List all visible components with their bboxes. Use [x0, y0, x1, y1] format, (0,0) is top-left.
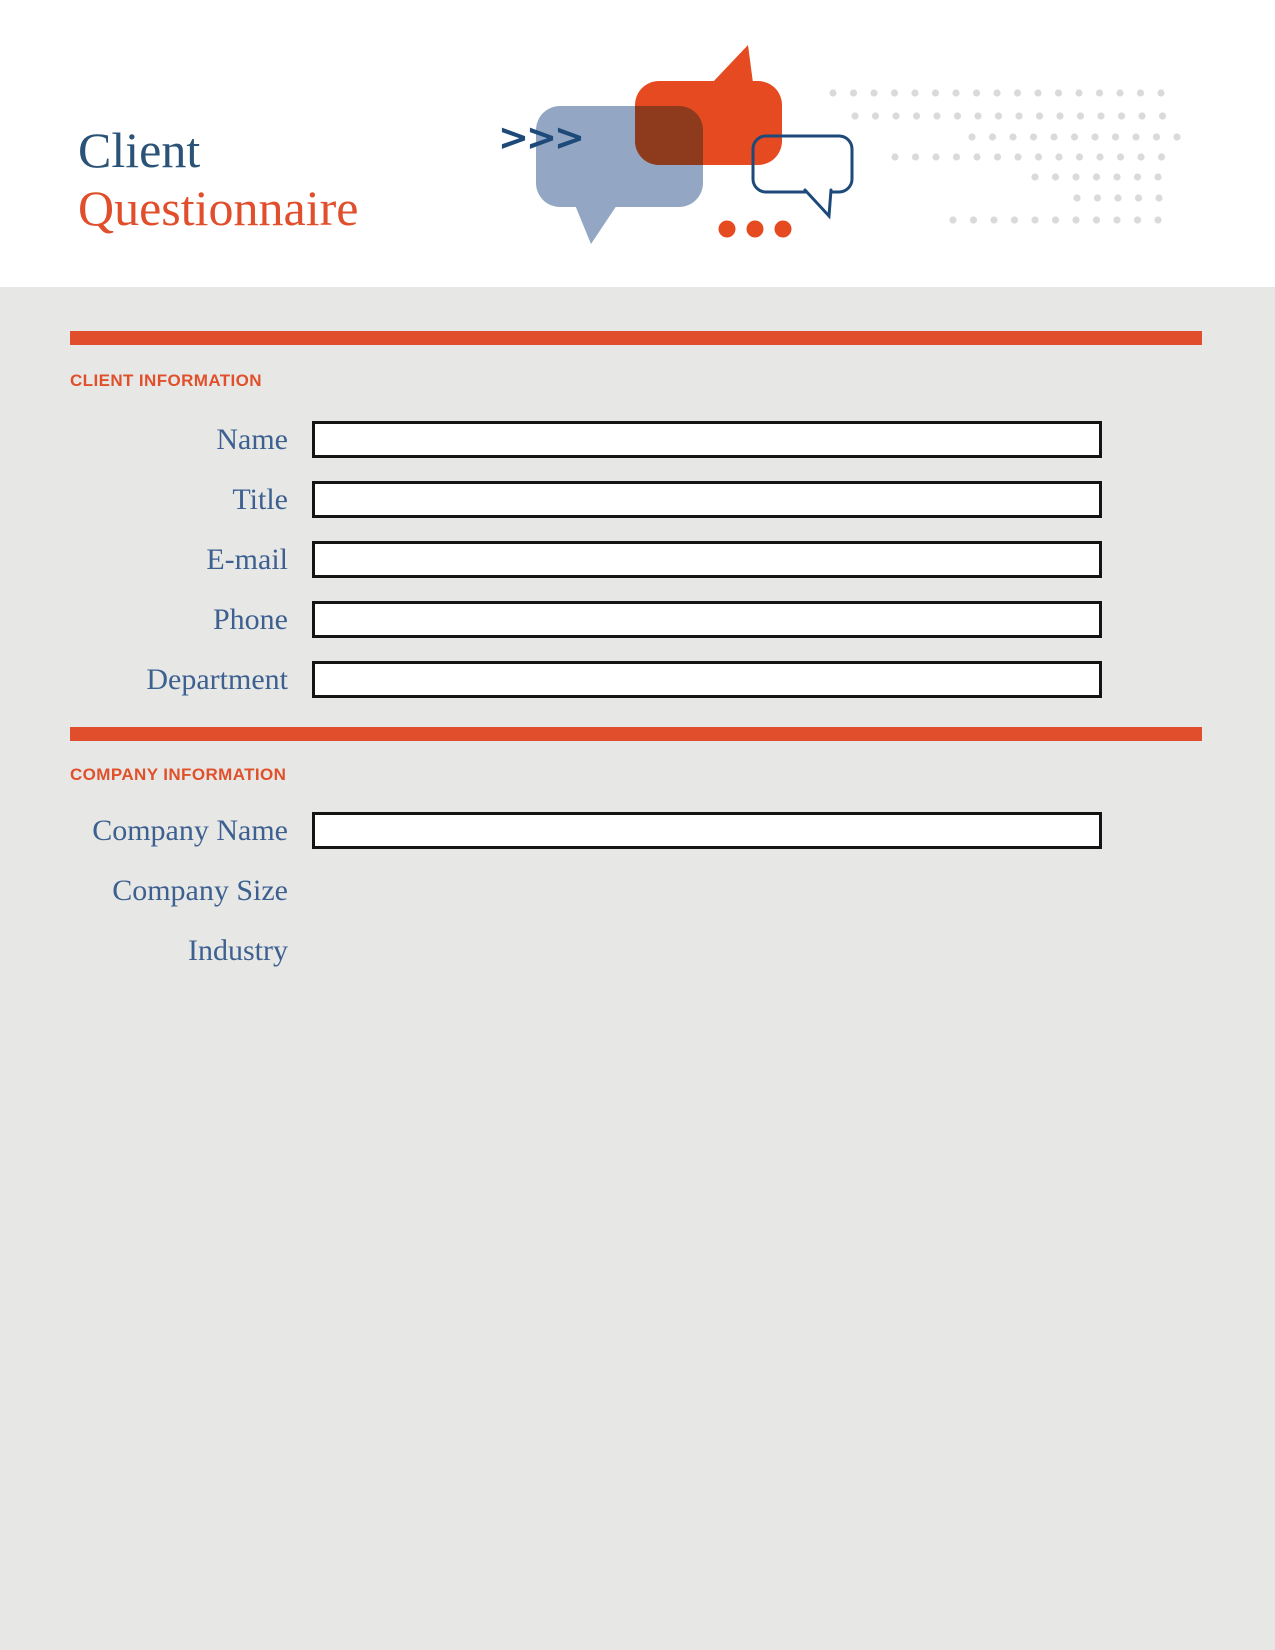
field-label-e-mail: E-mail	[206, 543, 288, 576]
field-row-e-mail	[0, 541, 1275, 578]
field-row-company-size	[0, 872, 1275, 909]
field-label-department: Department	[146, 663, 288, 696]
company-information-heading: COMPANY INFORMATION	[70, 765, 287, 784]
field-row-title	[0, 481, 1275, 518]
page-header	[0, 0, 1275, 287]
department-input[interactable]	[312, 661, 1102, 698]
title-input[interactable]	[312, 481, 1102, 518]
field-label-phone: Phone	[213, 603, 288, 636]
page-title-line2: Questionnaire	[78, 180, 359, 236]
field-row-phone	[0, 601, 1275, 638]
field-label-company-name: Company Name	[92, 814, 288, 847]
name-input[interactable]	[312, 421, 1102, 458]
phone-input[interactable]	[312, 601, 1102, 638]
ellipsis-dots-icon	[719, 221, 792, 238]
bubble-overlap-shape	[635, 106, 703, 165]
field-label-title: Title	[232, 483, 288, 516]
company-information-fields	[0, 812, 1275, 1012]
field-row-department	[0, 661, 1275, 698]
e-mail-input[interactable]	[312, 541, 1102, 578]
client-information-fields	[0, 421, 1275, 721]
field-label-industry: Industry	[188, 934, 288, 967]
field-row-industry	[0, 932, 1275, 969]
field-row-company-name	[0, 812, 1275, 849]
field-row-name	[0, 421, 1275, 458]
chevrons-icon: >>>	[498, 116, 583, 159]
section-divider	[70, 727, 1202, 741]
section-divider	[70, 331, 1202, 345]
client-information-heading: CLIENT INFORMATION	[70, 371, 262, 390]
page-title-line1: Client	[78, 122, 201, 178]
field-label-name: Name	[216, 423, 288, 456]
field-label-company-size: Company Size	[112, 874, 288, 907]
speech-bubbles-graphic	[0, 0, 1275, 287]
company-name-input[interactable]	[312, 812, 1102, 849]
